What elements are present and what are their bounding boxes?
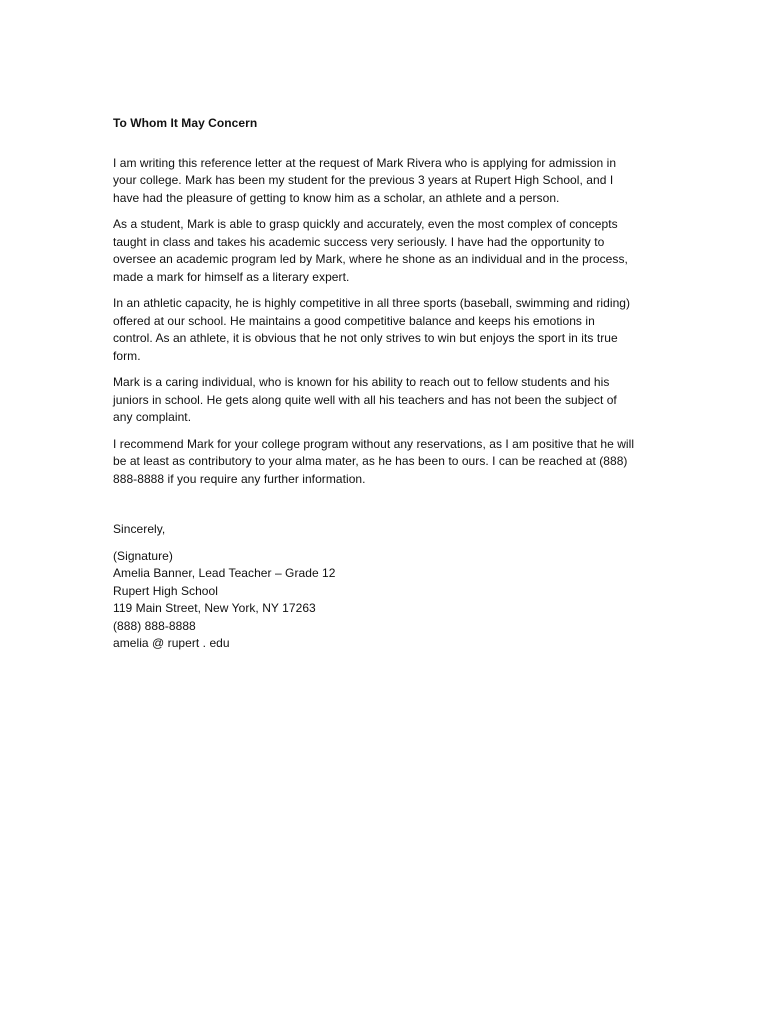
paragraph-line: be at least as contributory to your alma mater, as he has been to ours. I can be reached at (888) (113, 454, 628, 468)
signer-phone: (888) 888-8888 (113, 618, 196, 633)
paragraph-line: control. As an athlete, it is obvious that he not only strives to win but enjoys the sport in its true (113, 331, 618, 345)
signer-address: 119 Main Street, New York, NY 17263 (113, 601, 316, 615)
paragraph-line: 888-8888 if you require any further information. (113, 471, 366, 486)
signer-school: Rupert High School (113, 583, 218, 598)
paragraph-line: oversee an academic program led by Mark, where he shone as an individual and in the process, (113, 252, 628, 266)
paragraph-line: As a student, Mark is able to grasp quickly and accurately, even the most complex of concepts (113, 217, 618, 231)
paragraph-line: form. (113, 348, 141, 363)
paragraph-athletic (113, 295, 658, 365)
paragraph-line: your college. Mark has been my student for the previous 3 years at Rupert High School, and I (113, 173, 614, 187)
paragraph-request (113, 155, 658, 208)
paragraph-line: made a mark for himself as a literary expert. (113, 269, 350, 284)
paragraph-line: offered at our school. He maintains a good competitive balance and keeps his emotions in (113, 313, 595, 328)
reference-letter (113, 115, 658, 653)
paragraph-line: taught in class and takes his academic success very seriously. I have had the opportunity to (113, 234, 605, 249)
paragraph-recommendation (113, 436, 658, 489)
paragraph-line: I recommend Mark for your college program without any reservations, as I am positive that he will (113, 436, 635, 451)
signature-placeholder: (Signature) (113, 548, 173, 563)
signer-email: amelia @ rupert . edu (113, 636, 230, 650)
paragraph-line: have had the pleasure of getting to know him as a scholar, an athlete and a person. (113, 190, 560, 205)
paragraph-line: any complaint. (113, 410, 192, 424)
paragraph-line: I am writing this reference letter at the request of Mark Rivera who is applying for admission in (113, 155, 617, 170)
paragraph-line: In an athletic capacity, he is highly competitive in all three sports (baseball, swimming and riding) (113, 296, 631, 310)
paragraph-line: juniors in school. He gets along quite well with all his teachers and has not been the subject of (113, 392, 617, 407)
paragraph-line: Mark is a caring individual, who is known for his ability to reach out to fellow students and his (113, 375, 610, 389)
signer-name-title: Amelia Banner, Lead Teacher – Grade 12 (113, 566, 336, 580)
paragraph-character (113, 374, 658, 427)
signature-block (113, 548, 658, 653)
paragraph-academic (113, 216, 658, 286)
salutation: To Whom It May Concern (113, 116, 258, 130)
closing: Sincerely, (113, 522, 166, 536)
